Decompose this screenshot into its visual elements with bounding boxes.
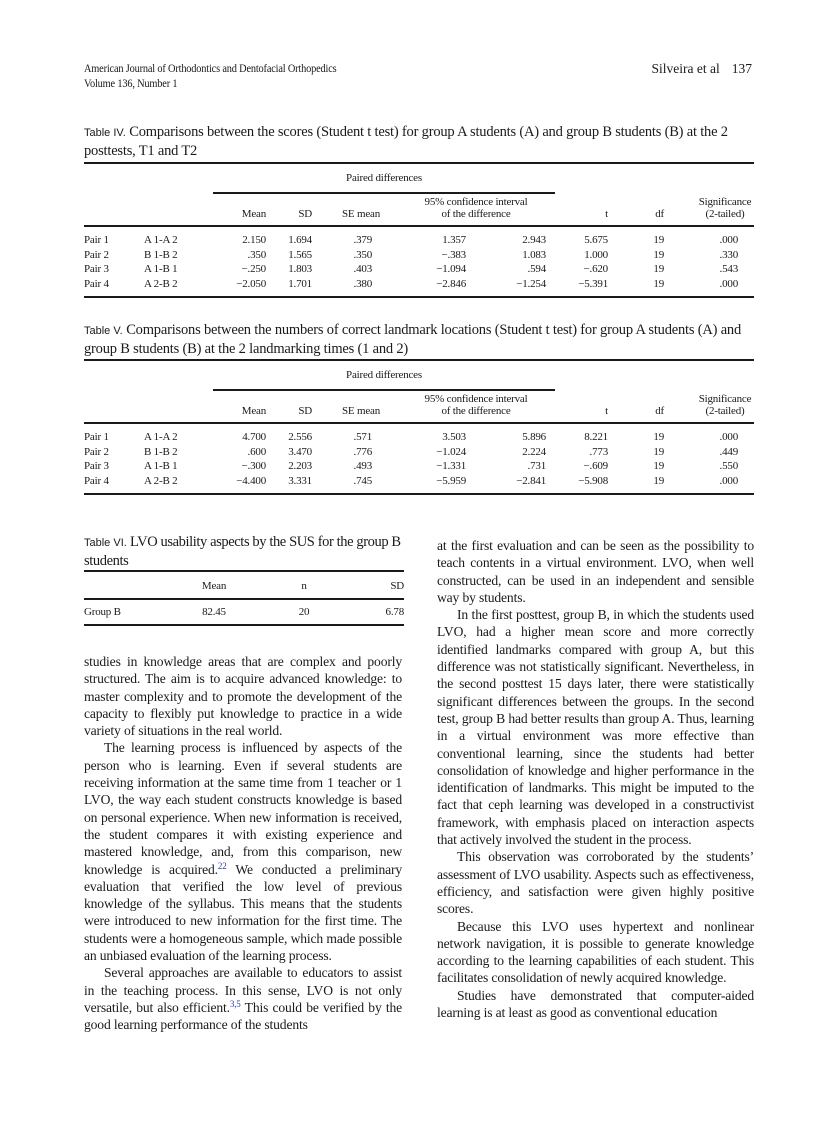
table4-cell-t: 5.675 — [584, 234, 608, 246]
table4-cell-mean: −2.050 — [236, 277, 266, 290]
table5-top-rule — [84, 359, 754, 361]
table6-header-sd: SD — [390, 580, 404, 592]
table4-cell-ci-high: −1.254 — [516, 277, 546, 290]
table5-cell-ci-high: 2.224 — [522, 445, 546, 458]
table4-header-mean: Mean — [241, 208, 266, 220]
table4-header-df: df — [655, 208, 664, 220]
paragraph — [84, 653, 402, 739]
citation-link[interactable]: 3,5 — [229, 998, 241, 1009]
table4-cell-pair: Pair 4 — [84, 277, 109, 290]
table5-cell-t: 8.221 — [584, 431, 608, 443]
table5-cell-sig: .000 — [719, 474, 738, 487]
paragraph-text: We conducted a preliminary evaluation that verified the low level of previous knowledge of the syllabus. This means that the students were introduced to new information for the first time. The students were a homogeneous sample, which made possible an unbiased evaluation of the learning process. — [84, 861, 402, 964]
table4-cell-se-mean: .350 — [353, 248, 372, 261]
table4-cell-t: 1.000 — [584, 248, 608, 261]
table4-title: Comparisons between the scores (Student t test) for group A students (A) and group B students (B) at the 2 posttests, T1 and T2 — [84, 124, 728, 159]
table4-cell-t: −.620 — [583, 263, 608, 275]
paragraph — [437, 537, 754, 606]
table5-caption — [84, 321, 754, 358]
table5-cell-t: −5.908 — [578, 474, 608, 487]
table4-header-ci-line2: of the difference — [441, 208, 511, 220]
table4-cell-df: 19 — [653, 263, 664, 275]
table4-cell-sig: .330 — [719, 248, 738, 261]
table6-label: Table VI. — [84, 537, 127, 549]
table4-header-ci-line1: 95% confidence interval — [424, 196, 528, 208]
table5-cell-ci-high: 5.896 — [522, 431, 546, 443]
table4-cell-ci-high: 1.083 — [522, 248, 546, 261]
table5-cell-comparison: A 2-B 2 — [144, 474, 178, 487]
table5-cell-ci-high: −2.841 — [516, 474, 546, 487]
table4-cell-ci-low: 1.357 — [442, 234, 466, 246]
running-header-right — [652, 61, 752, 77]
table5-cell-pair: Pair 2 — [84, 445, 109, 458]
table5-cell-ci-low: 3.503 — [442, 431, 466, 443]
table5-cell-sd: 3.331 — [288, 474, 312, 487]
table5-cell-se-mean: .745 — [353, 474, 372, 487]
table6-bottom-rule — [84, 624, 404, 626]
table4-cell-sig: .000 — [719, 234, 738, 246]
table6-title: LVO usability aspects by the SUS for the group B students — [84, 534, 401, 569]
table5-header-ci-line2: of the difference — [441, 405, 511, 417]
table4-cell-se-mean: .380 — [353, 277, 372, 290]
table4-cell-t: −5.391 — [578, 277, 608, 290]
table5-cell-comparison: A 1-B 1 — [144, 460, 178, 472]
table4-header-sig-line2: (2-tailed) — [705, 208, 745, 220]
table5-header-sd: SD — [298, 405, 312, 417]
table6-top-rule — [84, 570, 404, 572]
table5-cell-sd: 2.203 — [288, 460, 312, 472]
table4-cell-pair: Pair 3 — [84, 263, 109, 275]
table4-cell-comparison: A 1-B 1 — [144, 263, 178, 275]
table4-cell-mean: −.250 — [241, 263, 266, 275]
table5-cell-pair: Pair 3 — [84, 460, 109, 472]
table6-header-n: n — [301, 580, 307, 592]
table4-cell-df: 19 — [653, 277, 664, 290]
table5-cell-se-mean: .493 — [353, 460, 372, 472]
paragraph-text: studies in knowledge areas that are complex and poorly structured. The aim is to acquire advanced knowledge: to master complexity and to promote the development of the capacity to flexibly put knowledge to practice in a wide variety of situations in the real world. — [84, 654, 402, 739]
table6-caption — [84, 533, 404, 570]
paragraph-text: Several approaches are available to educators to assist in the teaching process. In this sense, LVO is not only versatile, but also efficient. — [84, 965, 402, 1015]
table4-cell-se-mean: .403 — [353, 263, 372, 275]
table4-cell-comparison: A 2-B 2 — [144, 277, 178, 290]
table5-title: Comparisons between the numbers of correct landmark locations (Student t test) for group A students (A) and group B students (B) at the 2 landmarking times (1 and 2) — [84, 322, 742, 357]
table4-cell-comparison: A 1-A 2 — [144, 234, 178, 246]
paragraph — [84, 739, 402, 964]
paragraph-text: Studies have demonstrated that computer-aided learning is at least as good as conventional education — [437, 987, 754, 1021]
table5-cell-comparison: A 1-A 2 — [144, 431, 178, 443]
table5-cell-t: .773 — [589, 445, 608, 458]
author-names: Silveira et al — [651, 61, 720, 76]
table6-cell-sd: 6.78 — [385, 606, 404, 618]
table4-cell-sd: 1.694 — [288, 234, 312, 246]
table5-cell-df: 19 — [653, 474, 664, 487]
table5-cell-ci-low: −1.331 — [436, 460, 466, 472]
table4-cell-ci-high: 2.943 — [522, 234, 546, 246]
paragraph-text: This observation was corroborated by the students’ assessment of LVO usability. Aspects such as effectiveness, efficiency, and satisfaction were given highly positive scores. — [437, 849, 754, 917]
table5-header-se-mean: SE mean — [341, 405, 380, 417]
table4-caption — [84, 123, 754, 160]
table5-header-rule — [84, 422, 754, 424]
table4-group-rule — [213, 192, 555, 194]
table4-cell-ci-high: .594 — [527, 263, 546, 275]
paragraph-text: Because this LVO uses hypertext and nonlinear network navigation, it is possible to generate knowledge according to the learning capabilities of each student. This facilitates consolidation of newly acquired knowledge. — [437, 918, 754, 986]
table5-cell-pair: Pair 4 — [84, 474, 109, 487]
table5-cell-df: 19 — [653, 445, 664, 458]
table6-cell-mean: 82.45 — [202, 606, 226, 618]
table5-cell-ci-low: −1.024 — [436, 445, 466, 458]
table4-label: Table IV. — [84, 127, 126, 139]
paragraph — [84, 964, 402, 1033]
table5-cell-sig: .000 — [719, 431, 738, 443]
table5-cell-mean: −.300 — [241, 460, 266, 472]
table5-cell-df: 19 — [653, 460, 664, 472]
table4-cell-sd: 1.803 — [288, 263, 312, 275]
table5-cell-comparison: B 1-B 2 — [144, 445, 178, 458]
table5-cell-sig: .550 — [719, 460, 738, 472]
table4-header-t: t — [605, 208, 608, 220]
table4-cell-ci-low: −1.094 — [436, 263, 466, 275]
citation-link[interactable]: 22 — [217, 860, 227, 871]
table5-cell-t: −.609 — [583, 460, 608, 472]
paragraph — [437, 848, 754, 917]
table4-cell-sig: .000 — [719, 277, 738, 290]
table4-cell-sd: 1.565 — [288, 248, 312, 261]
table5-cell-se-mean: .571 — [353, 431, 372, 443]
table4-bottom-rule — [84, 296, 754, 298]
paragraph-text: The learning process is influenced by aspects of the person who is learning. Even if several students are receiving information at the same time from 1 teacher or 1 LVO, the way each student constructs knowledge is based on personal experience. When new information is received, the student compares it with existing experience and mastered knowledge, and, from this comparison, new knowledge is acquired. — [84, 740, 402, 877]
table4-cell-pair: Pair 1 — [84, 234, 109, 246]
table5-cell-df: 19 — [653, 431, 664, 443]
table4-cell-comparison: B 1-B 2 — [144, 248, 178, 261]
table5-header-sig-line1: Significance — [698, 393, 752, 405]
body-column-left — [84, 653, 402, 1034]
journal-volume: Volume 136, Number 1 — [84, 78, 178, 90]
table6-header-mean: Mean — [201, 580, 227, 592]
table5-cell-mean: .600 — [247, 445, 266, 458]
body-column-right — [437, 537, 754, 1021]
table5-header-t: t — [605, 405, 608, 417]
table5-group-header: Paired differences — [346, 369, 422, 381]
table5-cell-pair: Pair 1 — [84, 431, 109, 443]
paragraph — [437, 606, 754, 848]
table4-header-rule — [84, 225, 754, 227]
table6-header-rule — [84, 598, 404, 600]
table4-cell-se-mean: .379 — [353, 234, 372, 246]
table5-label: Table V. — [84, 325, 123, 337]
page-number: 137 — [731, 61, 752, 76]
table4-top-rule — [84, 162, 754, 164]
table4-cell-df: 19 — [653, 248, 664, 261]
table5-header-mean: Mean — [241, 405, 266, 417]
table5-bottom-rule — [84, 493, 754, 495]
table5-cell-mean: 4.700 — [242, 431, 266, 443]
table5-cell-sig: .449 — [719, 445, 738, 458]
table5-header-sig-line2: (2-tailed) — [705, 405, 745, 417]
table5-cell-se-mean: .776 — [353, 445, 372, 458]
paragraph-text: This could be verified by the good learning performance of the students — [84, 999, 402, 1033]
table4-cell-df: 19 — [653, 234, 664, 246]
table4-header-sd: SD — [298, 208, 312, 220]
table5-header-ci-line1: 95% confidence interval — [424, 393, 528, 405]
table4-cell-mean: 2.150 — [242, 234, 266, 246]
paragraph — [437, 987, 754, 1022]
table4-cell-pair: Pair 2 — [84, 248, 109, 261]
table5-cell-sd: 3.470 — [288, 445, 312, 458]
table4-cell-sig: .543 — [719, 263, 738, 275]
table5-cell-ci-high: .731 — [527, 460, 546, 472]
journal-name: American Journal of Orthodontics and Dentofacial Orthopedics — [84, 63, 337, 75]
table5-cell-mean: −4.400 — [236, 474, 266, 487]
table4-group-header: Paired differences — [346, 172, 422, 184]
paragraph — [437, 918, 754, 987]
table5-header-df: df — [655, 405, 664, 417]
table5-cell-ci-low: −5.959 — [436, 474, 466, 487]
table4-header-se-mean: SE mean — [341, 208, 380, 220]
table4-cell-sd: 1.701 — [288, 277, 312, 290]
table4-cell-ci-low: −2.846 — [436, 277, 466, 290]
table5-cell-sd: 2.556 — [288, 431, 312, 443]
running-header-left — [84, 62, 336, 92]
table4-header-sig-line1: Significance — [698, 196, 752, 208]
table5-group-rule — [213, 389, 555, 391]
paragraph-text: In the first posttest, group B, in which the students used LVO, had a higher mean score and more correctly identified landmarks compared with group A, but this difference was not statistically significant. Nevertheless, in the second posttest 15 days later, there were statistically significant differences between the groups. In the second test, group B had better results than group A. Thus, learning in a virtual environment was more effective than conventional learning, since the students had better consolidation of knowledge and higher performance in the identification of landmarks. This might be imputed to the fact that ceph learning was developed in a constructivist framework, with emphasis placed on interaction aspects that actively involved the student in the process. — [437, 607, 754, 848]
table6-row-label: Group B — [84, 606, 121, 618]
table6-cell-n: 20 — [298, 606, 310, 618]
table4-cell-mean: .350 — [247, 248, 266, 261]
table4-cell-ci-low: −.383 — [441, 248, 466, 261]
paragraph-text: at the first evaluation and can be seen as the possibility to teach contents in a virtual environment. LVO, when well constructed, can be used in an independent and sensible way by students. — [437, 538, 754, 605]
